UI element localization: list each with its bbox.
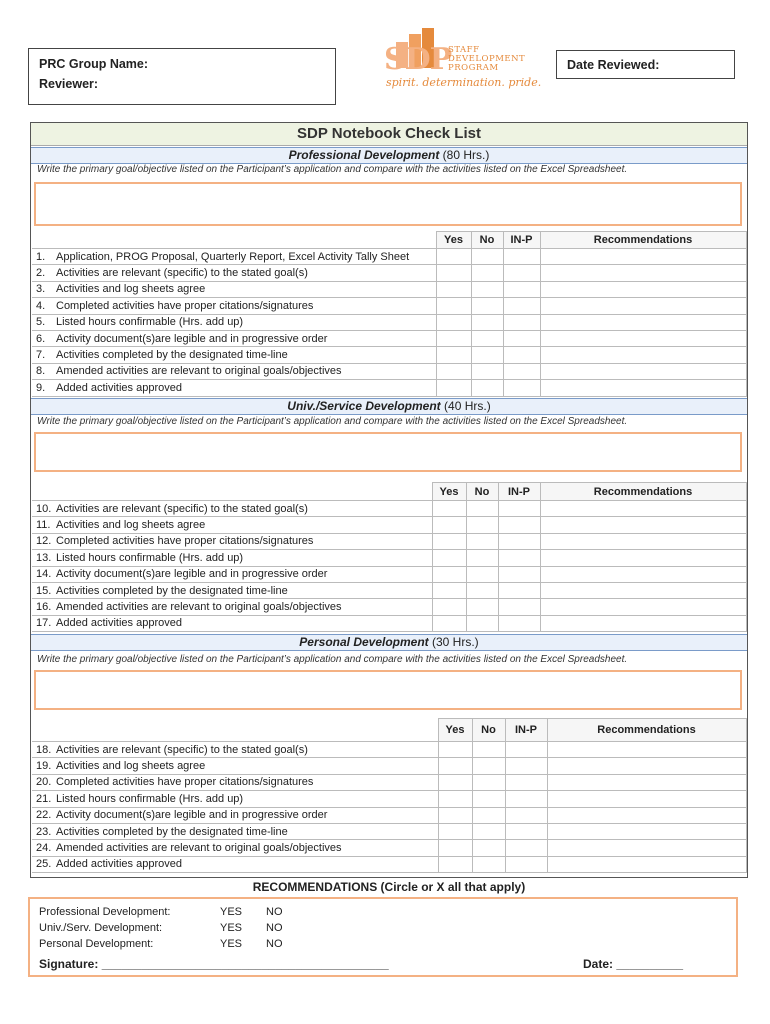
table-row <box>32 774 746 790</box>
table-row <box>32 347 746 363</box>
recommendation-cell[interactable] <box>540 380 746 396</box>
yes-cell[interactable] <box>436 363 471 379</box>
recommendations-box <box>28 897 738 977</box>
checklist-table <box>32 231 747 397</box>
inp-cell[interactable] <box>498 550 540 566</box>
table-row <box>32 501 746 517</box>
inp-cell[interactable] <box>503 380 540 396</box>
yes-cell[interactable] <box>432 533 466 549</box>
table-row <box>32 265 746 281</box>
checklist-item: 14. Activity document(s)are legible and in progressive order <box>32 566 432 582</box>
rec-no-option[interactable]: NO <box>266 938 283 950</box>
yes-cell[interactable] <box>432 615 466 631</box>
no-cell[interactable] <box>466 566 498 582</box>
recommendation-cell[interactable] <box>540 330 746 346</box>
recommendation-cell[interactable] <box>540 501 746 517</box>
yes-cell[interactable] <box>436 265 471 281</box>
no-cell[interactable] <box>471 298 503 314</box>
inp-cell[interactable] <box>503 298 540 314</box>
recommendation-cell[interactable] <box>540 550 746 566</box>
table-row <box>32 823 746 839</box>
yes-cell[interactable] <box>438 807 472 823</box>
no-cell[interactable] <box>471 330 503 346</box>
recommendation-cell[interactable] <box>547 856 746 872</box>
no-cell[interactable] <box>472 807 505 823</box>
checklist-item: 1. Application, PROG Proposal, Quarterly Report, Excel Activity Tally Sheet <box>32 249 436 265</box>
checklist-item: 21. Listed hours confirmable (Hrs. add up) <box>32 791 438 807</box>
no-cell[interactable] <box>471 265 503 281</box>
recommendation-cell[interactable] <box>547 840 746 856</box>
table-row <box>32 298 746 314</box>
rec-yes-option[interactable]: YES <box>220 938 243 950</box>
checklist-item: 15. Activities completed by the designated time-line <box>32 582 432 598</box>
checklist-item: 12. Completed activities have proper citations/signatures <box>32 533 432 549</box>
no-cell[interactable] <box>471 314 503 330</box>
yes-cell[interactable] <box>436 314 471 330</box>
recommendation-cell[interactable] <box>547 791 746 807</box>
no-cell[interactable] <box>466 501 498 517</box>
checklist-table <box>32 718 747 873</box>
table-row <box>32 314 746 330</box>
column-inp: IN-P <box>498 483 540 501</box>
column-yes: Yes <box>436 232 471 249</box>
column-no: No <box>471 232 503 249</box>
yes-cell[interactable] <box>432 566 466 582</box>
yes-cell[interactable] <box>438 758 472 774</box>
table-row <box>32 249 746 265</box>
checklist-item: 24. Amended activities are relevant to original goals/objectives <box>32 840 438 856</box>
goal-input-box[interactable] <box>34 670 742 710</box>
checklist-item: 23. Activities completed by the designated time-line <box>32 823 438 839</box>
section-instruction: Write the primary goal/objective listed on the Participant’s application and compare with the activities listed on the Excel Spreadsheet. <box>37 416 628 427</box>
group-info-box <box>28 48 336 105</box>
table-row <box>32 758 746 774</box>
recommendation-cell[interactable] <box>540 265 746 281</box>
checklist-item: 3. Activities and log sheets agree <box>32 281 436 297</box>
recommendation-cell[interactable] <box>540 566 746 582</box>
no-cell[interactable] <box>466 550 498 566</box>
no-cell[interactable] <box>472 742 505 758</box>
goal-input-box[interactable] <box>34 432 742 472</box>
column-item <box>32 483 432 501</box>
no-cell[interactable] <box>471 281 503 297</box>
date-label: Date: __________ <box>583 957 684 971</box>
inp-cell[interactable] <box>498 517 540 533</box>
no-cell[interactable] <box>466 615 498 631</box>
table-row <box>32 856 746 872</box>
rec-no-option[interactable]: NO <box>266 906 283 918</box>
inp-cell[interactable] <box>498 615 540 631</box>
checklist-item: 8. Amended activities are relevant to original goals/objectives <box>32 363 436 379</box>
recommendation-cell[interactable] <box>540 347 746 363</box>
column-item <box>32 719 438 742</box>
yes-cell[interactable] <box>432 599 466 615</box>
inp-cell[interactable] <box>498 582 540 598</box>
inp-cell[interactable] <box>505 840 547 856</box>
column-yes: Yes <box>432 483 466 501</box>
recommendation-cell[interactable] <box>540 298 746 314</box>
inp-cell[interactable] <box>505 742 547 758</box>
inp-cell[interactable] <box>498 566 540 582</box>
inp-cell[interactable] <box>503 347 540 363</box>
signature-label: Signature: ___________________________________________ <box>39 957 389 971</box>
section-instruction: Write the primary goal/objective listed on the Participant’s application and compare with the activities listed on the Excel Spreadsheet. <box>37 164 628 175</box>
table-row <box>32 380 746 396</box>
checklist-item: 6. Activity document(s)are legible and in progressive order <box>32 330 436 346</box>
recommendation-cell[interactable] <box>540 533 746 549</box>
table-row <box>32 742 746 758</box>
rec-row-label: Personal Development: <box>39 938 154 950</box>
inp-cell[interactable] <box>505 856 547 872</box>
recommendation-cell[interactable] <box>547 774 746 790</box>
date-field[interactable]: __________ <box>616 957 684 971</box>
table-row <box>32 840 746 856</box>
no-cell[interactable] <box>471 347 503 363</box>
no-cell[interactable] <box>471 380 503 396</box>
recommendation-cell[interactable] <box>540 314 746 330</box>
inp-cell[interactable] <box>505 774 547 790</box>
date-reviewed-box <box>556 50 735 79</box>
checklist-item: 9. Added activities approved <box>32 380 436 396</box>
no-cell[interactable] <box>466 599 498 615</box>
checklist-item: 11. Activities and log sheets agree <box>32 517 432 533</box>
rec-row-label: Univ./Serv. Development: <box>39 922 163 934</box>
checklist-item: 19. Activities and log sheets agree <box>32 758 438 774</box>
table-row <box>32 791 746 807</box>
checklist-item: 22. Activity document(s)are legible and in progressive order <box>32 807 438 823</box>
inp-cell[interactable] <box>505 807 547 823</box>
recommendation-cell[interactable] <box>540 249 746 265</box>
yes-cell[interactable] <box>438 791 472 807</box>
table-row <box>32 599 746 615</box>
group-name-label: PRC Group Name: <box>39 57 149 71</box>
checklist-item: 5. Listed hours confirmable (Hrs. add up) <box>32 314 436 330</box>
page-title: SDP Notebook Check List <box>31 123 747 146</box>
inp-cell[interactable] <box>503 265 540 281</box>
inp-cell[interactable] <box>503 314 540 330</box>
logo-text: STAFF DEVELOPMENT PROGRAM <box>448 45 526 73</box>
recommendation-cell[interactable] <box>547 742 746 758</box>
yes-cell[interactable] <box>438 823 472 839</box>
table-row <box>32 615 746 631</box>
signature-field[interactable]: ___________________________________________ <box>101 957 389 971</box>
no-cell[interactable] <box>472 840 505 856</box>
recommendation-cell[interactable] <box>547 807 746 823</box>
section-header: Univ./Service Development (40 Hrs.) <box>31 398 747 415</box>
column-recommendations: Recommendations <box>547 719 746 742</box>
reviewer-label: Reviewer: <box>39 77 99 91</box>
checklist-item: 20. Completed activities have proper citations/signatures <box>32 774 438 790</box>
no-cell[interactable] <box>472 774 505 790</box>
table-row <box>32 533 746 549</box>
sdp-logo <box>382 28 542 98</box>
checklist-item: 7. Activities completed by the designated time-line <box>32 347 436 363</box>
yes-cell[interactable] <box>436 298 471 314</box>
recommendation-cell[interactable] <box>540 582 746 598</box>
table-row <box>32 550 746 566</box>
logo-mark: SDP <box>384 42 452 77</box>
yes-cell[interactable] <box>436 347 471 363</box>
recommendation-cell[interactable] <box>540 615 746 631</box>
section-instruction: Write the primary goal/objective listed on the Participant’s application and compare with the activities listed on the Excel Spreadsheet. <box>37 654 628 665</box>
yes-cell[interactable] <box>432 517 466 533</box>
inp-cell[interactable] <box>505 823 547 839</box>
inp-cell[interactable] <box>503 249 540 265</box>
recommendation-cell[interactable] <box>540 281 746 297</box>
table-row <box>32 363 746 379</box>
rec-yes-option[interactable]: YES <box>220 922 243 934</box>
column-no: No <box>466 483 498 501</box>
no-cell[interactable] <box>472 856 505 872</box>
rec-no-option[interactable]: NO <box>266 922 283 934</box>
checklist-item: 4. Completed activities have proper citations/signatures <box>32 298 436 314</box>
inp-cell[interactable] <box>503 330 540 346</box>
no-cell[interactable] <box>466 517 498 533</box>
column-no: No <box>472 719 505 742</box>
table-row <box>32 807 746 823</box>
no-cell[interactable] <box>466 533 498 549</box>
recommendation-cell[interactable] <box>547 758 746 774</box>
table-row <box>32 582 746 598</box>
inp-cell[interactable] <box>498 599 540 615</box>
checklist-item: 18. Activities are relevant (specific) to the stated goal(s) <box>32 742 438 758</box>
inp-cell[interactable] <box>503 281 540 297</box>
yes-cell[interactable] <box>436 380 471 396</box>
column-yes: Yes <box>438 719 472 742</box>
table-row <box>32 330 746 346</box>
column-inp: IN-P <box>505 719 547 742</box>
column-inp: IN-P <box>503 232 540 249</box>
rec-row-label: Professional Development: <box>39 906 171 918</box>
checklist-item: 17. Added activities approved <box>32 615 432 631</box>
yes-cell[interactable] <box>438 840 472 856</box>
goal-input-box[interactable] <box>34 182 742 226</box>
table-row <box>32 281 746 297</box>
inp-cell[interactable] <box>505 791 547 807</box>
section-header: Professional Development (80 Hrs.) <box>31 147 747 164</box>
no-cell[interactable] <box>472 758 505 774</box>
table-row <box>32 517 746 533</box>
yes-cell[interactable] <box>438 742 472 758</box>
rec-yes-option[interactable]: YES <box>220 906 243 918</box>
no-cell[interactable] <box>472 823 505 839</box>
checklist-item: 13. Listed hours confirmable (Hrs. add up) <box>32 550 432 566</box>
table-row <box>32 566 746 582</box>
yes-cell[interactable] <box>436 330 471 346</box>
no-cell[interactable] <box>471 363 503 379</box>
section-header: Personal Development (30 Hrs.) <box>31 634 747 651</box>
yes-cell[interactable] <box>438 774 472 790</box>
no-cell[interactable] <box>471 249 503 265</box>
inp-cell[interactable] <box>505 758 547 774</box>
checklist-item: 16. Amended activities are relevant to original goals/objectives <box>32 599 432 615</box>
yes-cell[interactable] <box>436 249 471 265</box>
date-reviewed-label: Date Reviewed: <box>567 58 660 72</box>
recommendation-cell[interactable] <box>540 363 746 379</box>
column-item <box>32 232 436 249</box>
checklist-table <box>32 482 747 632</box>
checklist-item: 2. Activities are relevant (specific) to the stated goal(s) <box>32 265 436 281</box>
logo-tagline: spirit. determination. pride. <box>386 76 542 89</box>
recommendation-cell[interactable] <box>540 517 746 533</box>
column-recommendations: Recommendations <box>540 232 746 249</box>
inp-cell[interactable] <box>503 363 540 379</box>
yes-cell[interactable] <box>432 501 466 517</box>
yes-cell[interactable] <box>432 582 466 598</box>
recommendation-cell[interactable] <box>547 823 746 839</box>
checklist-item: 10. Activities are relevant (specific) to the stated goal(s) <box>32 501 432 517</box>
yes-cell[interactable] <box>432 550 466 566</box>
no-cell[interactable] <box>472 791 505 807</box>
yes-cell[interactable] <box>436 281 471 297</box>
yes-cell[interactable] <box>438 856 472 872</box>
checklist-item: 25. Added activities approved <box>32 856 438 872</box>
no-cell[interactable] <box>466 582 498 598</box>
inp-cell[interactable] <box>498 501 540 517</box>
recommendations-title: RECOMMENDATIONS (Circle or X all that apply) <box>252 880 526 894</box>
column-recommendations: Recommendations <box>540 483 746 501</box>
recommendation-cell[interactable] <box>540 599 746 615</box>
inp-cell[interactable] <box>498 533 540 549</box>
